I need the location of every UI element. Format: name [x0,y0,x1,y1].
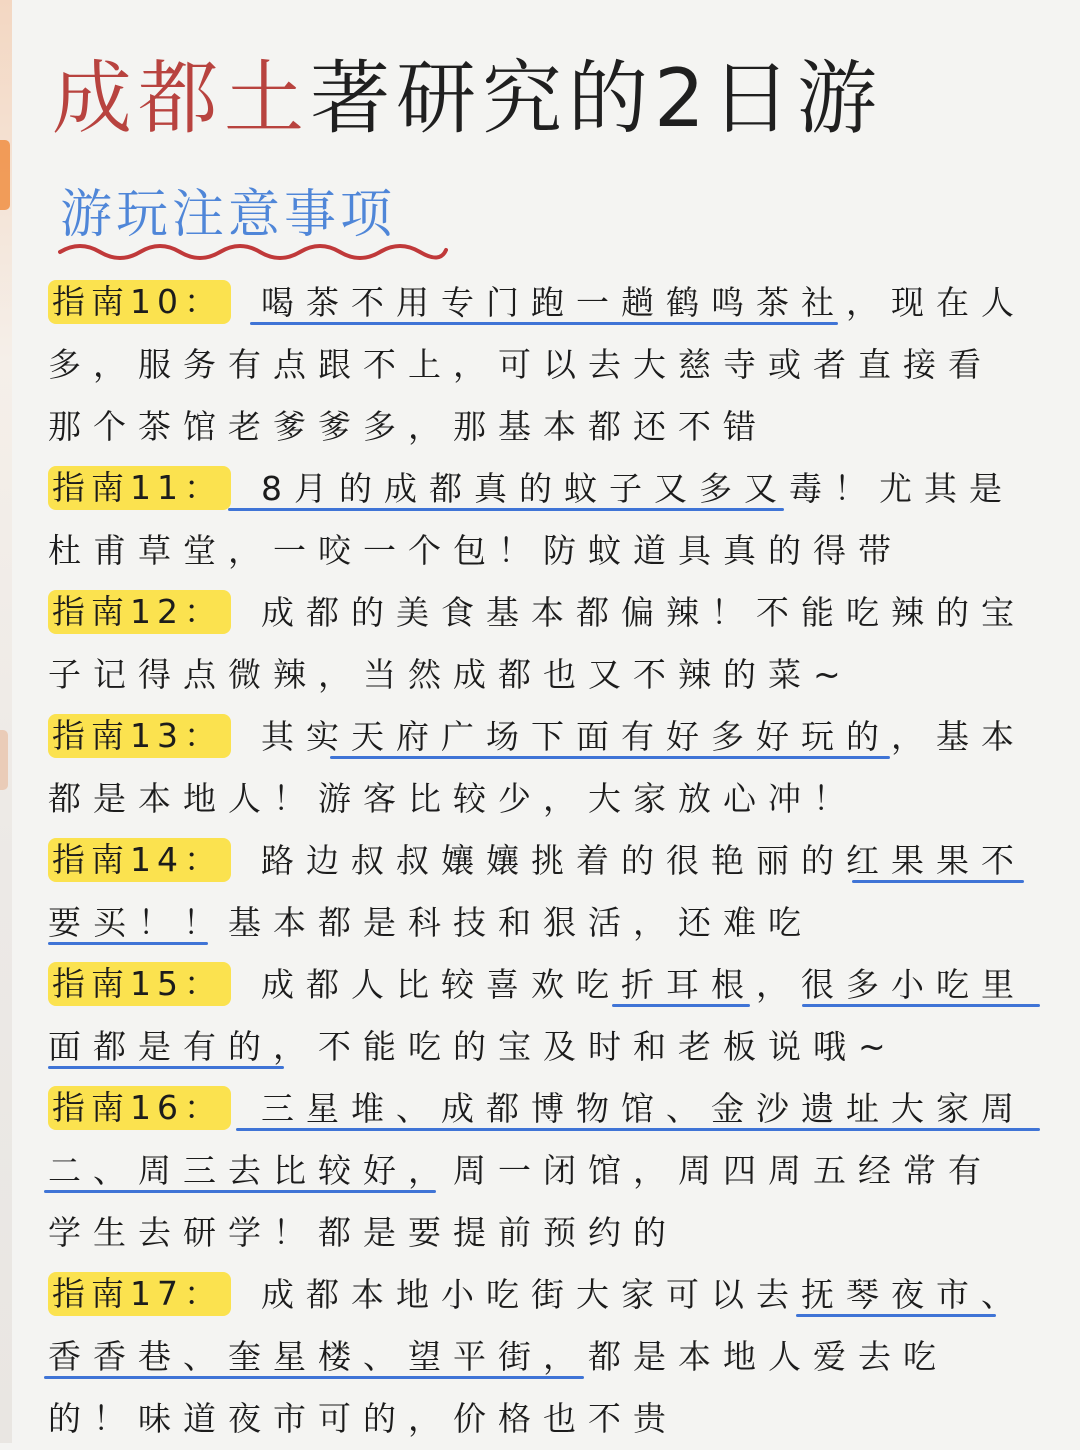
guide-14-line-2: 要买！！基本都是科技和狠活，还难吃 [48,903,813,942]
underline [44,1376,584,1379]
underline [44,1190,436,1193]
guide-16-line-3: 学生去研学！都是要提前预约的 [48,1213,678,1252]
guide-label: 指南14： [48,838,231,882]
guide-text: 喝茶不用专门跑一趟鹤鸣茶社，现在人 [261,283,1026,322]
guide-10-line-2: 多，服务有点跟不上，可以去大慈寺或者直接看 [48,345,993,384]
underline [250,322,838,325]
guide-15-line-2: 面都是有的，不能吃的宝及时和老板说哦~ [48,1027,898,1066]
guide-16-line-2: 二、周三去比较好，周一闭馆，周四周五经常有 [48,1151,993,1190]
underline [796,1314,996,1317]
underline [48,1066,284,1069]
underline [236,1128,1040,1131]
guide-12-line-1 [48,582,1048,644]
guide-11-line-2: 杜甫草堂，一咬一个包！防蚊道具真的得带 [48,531,903,570]
underline [852,880,1024,883]
left-edge-strip [0,0,12,1443]
guide-17-line-3: 的！味道夜市可的，价格也不贵 [48,1399,678,1438]
guide-label: 指南11： [48,466,231,510]
guide-label: 指南17： [48,1272,231,1316]
underline [330,756,890,759]
guide-label: 指南13： [48,714,231,758]
guide-label: 指南12： [48,590,231,634]
underline [612,1004,750,1007]
guide-text: 成都人比较喜欢吃折耳根，很多小吃里 [261,965,1026,1004]
section-subtitle: 游玩注意事项 [60,185,397,245]
guide-12-line-2: 子记得点微辣，当然成都也又不辣的菜~ [48,655,853,694]
guide-label: 指南10： [48,280,231,324]
edge-decoration [0,730,8,790]
guide-text: 三星堆、成都博物馆、金沙遗址大家周 [261,1089,1026,1128]
guide-label: 指南16： [48,1086,231,1130]
underline [802,1004,1040,1007]
edge-decoration [0,140,10,210]
guide-label: 指南15： [48,962,231,1006]
guide-10-line-3: 那个茶馆老爹爹多，那基本都还不错 [48,407,768,446]
guide-text: 路边叔叔孃孃挑着的很艳丽的红果果不 [261,841,1026,880]
guide-text: 8月的成都真的蚊子又多又毒！尤其是 [261,469,1014,508]
guide-text: 成都本地小吃街大家可以去抚琴夜市、 [261,1275,1026,1314]
guide-13-line-2: 都是本地人！游客比较少，大家放心冲！ [48,779,858,818]
underline [228,508,784,511]
title-red-part: 成都土 [52,52,310,145]
title-dark-part: 著研究的2日游 [310,52,883,145]
wavy-underline [58,238,448,264]
guide-text: 成都的美食基本都偏辣！不能吃辣的宝 [261,593,1026,632]
page-title [52,44,1052,154]
guide-text: 其实天府广场下面有好多好玩的，基本 [261,717,1026,756]
underline [48,942,208,945]
guide-17-line-2: 香香巷、奎星楼、望平街，都是本地人爱去吃 [48,1337,948,1376]
